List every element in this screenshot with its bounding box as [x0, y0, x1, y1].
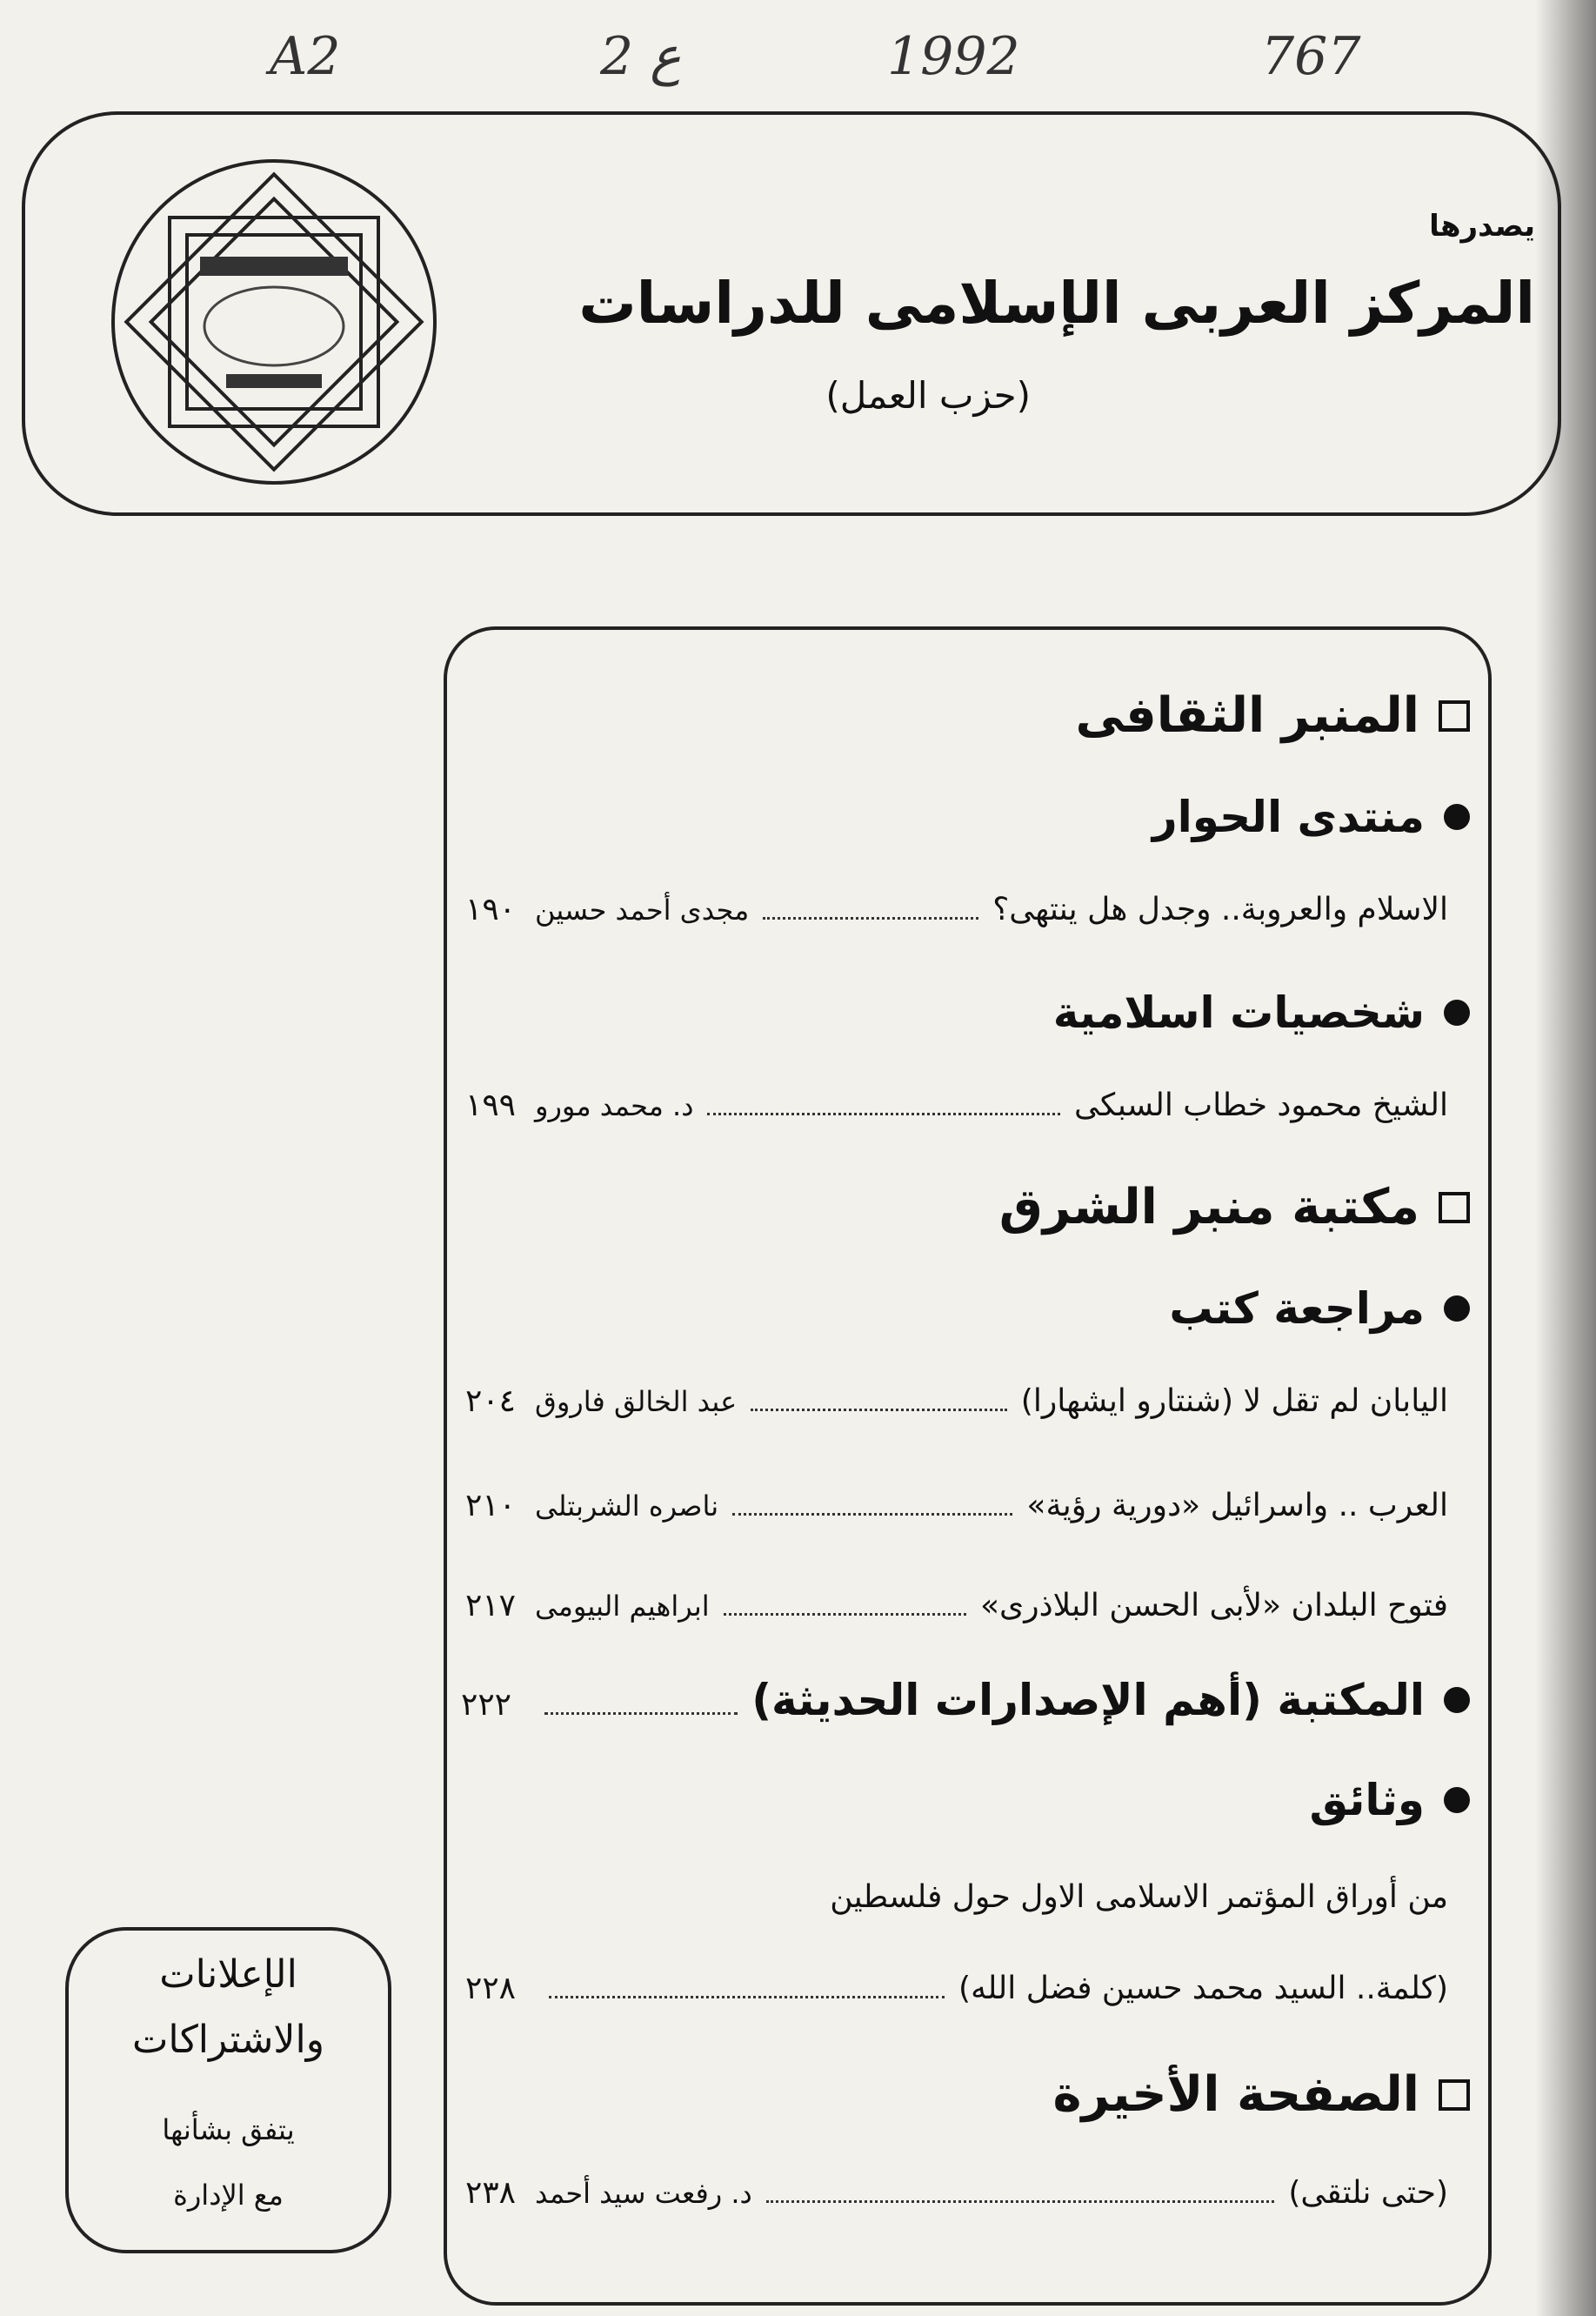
- toc-subsection: [1152, 792, 1470, 842]
- bullet-icon: [1444, 804, 1470, 830]
- entry-page: ١٩٠: [465, 892, 517, 927]
- dot-leader: [544, 1712, 738, 1715]
- entry-title: (كلمة.. السيد محمد حسين فضل الله): [958, 1971, 1448, 2006]
- dot-leader: [707, 1113, 1060, 1115]
- entry-author: مجدى أحمد حسين: [535, 894, 750, 927]
- advertising-box: [65, 1927, 391, 2253]
- entry-author: ناصره الشربتلى: [535, 1489, 719, 1523]
- entry-page: ٢٢٨: [465, 1971, 517, 2006]
- toc-entry: [465, 1588, 1448, 1623]
- entry-page: ١٩٩: [465, 1088, 517, 1123]
- entry-author: د. رفعت سيد أحمد: [535, 2177, 752, 2210]
- toc-section: [999, 1179, 1470, 1235]
- checkbox-icon: [1439, 1192, 1470, 1223]
- toc-subsection: [1053, 987, 1470, 1038]
- subsection-label: شخصيات اسلامية: [1052, 987, 1425, 1038]
- toc-entry: [465, 1971, 1448, 2006]
- section-label: الصفحة الأخيرة: [1052, 2066, 1419, 2123]
- table-of-contents-box: [444, 626, 1492, 2306]
- entry-page: ٢١٠: [465, 1488, 517, 1523]
- handwritten-note: 767: [1261, 26, 1361, 87]
- party-name: (حزب العمل): [825, 374, 1031, 417]
- organization-name: المركز العربى الإسلامى للدراسات: [578, 270, 1535, 337]
- toc-entry: [465, 1488, 1448, 1523]
- toc-subsection: [461, 1675, 1470, 1725]
- entry-page: ٢٣٨: [465, 2175, 517, 2211]
- handwritten-note: 2 ع: [600, 26, 682, 87]
- dot-leader: [766, 2200, 1275, 2203]
- section-label: المنبر الثقافى: [1075, 687, 1419, 744]
- bullet-icon: [1444, 1000, 1470, 1026]
- subsection-label: وثائق: [1309, 1775, 1425, 1825]
- ads-note: يتفق بشأنها: [162, 2113, 295, 2146]
- toc-subsection: [1310, 1775, 1470, 1825]
- entry-title: اليابان لم تقل لا (شنتارو ايشهارا): [1020, 1383, 1448, 1419]
- toc-entry: [465, 1088, 1448, 1123]
- entry-title: فتوح البلدان «لأبى الحسن البلاذرى»: [979, 1588, 1448, 1623]
- toc-note: من أوراق المؤتمر الاسلامى الاول حول فلسطين: [830, 1879, 1448, 1915]
- handwritten-note: A2: [270, 26, 341, 87]
- toc-entry: [465, 892, 1448, 927]
- entry-page: ٢١٧: [465, 1588, 517, 1623]
- subsection-label: منتدى الحوار: [1152, 792, 1425, 842]
- ads-line: الإعلانات: [159, 1952, 297, 1997]
- dot-leader: [763, 917, 978, 920]
- publisher-label: يصدرها: [1429, 209, 1535, 244]
- entry-page: ٢٠٤: [465, 1383, 517, 1419]
- logo-emblem-icon: [104, 152, 444, 492]
- entry-title: العرب .. واسرائيل «دورية رؤية»: [1026, 1488, 1448, 1523]
- entry-title: الشيخ محمود خطاب السبكى: [1074, 1088, 1448, 1123]
- entry-title: (حتى نلتقى): [1288, 2175, 1448, 2211]
- bullet-icon: [1444, 1687, 1470, 1713]
- dot-leader: [751, 1409, 1007, 1411]
- entry-title: الاسلام والعروبة.. وجدل هل ينتهى؟: [992, 892, 1448, 927]
- dot-leader: [732, 1513, 1012, 1516]
- ads-note: مع الإدارة: [173, 2179, 284, 2212]
- toc-section: [1075, 687, 1470, 744]
- subsection-label: مراجعة كتب: [1169, 1283, 1425, 1334]
- toc-subsection: [1169, 1283, 1470, 1334]
- dot-leader: [724, 1613, 966, 1616]
- entry-author: ابراهيم البيومى: [535, 1590, 710, 1623]
- bullet-icon: [1444, 1295, 1470, 1322]
- dot-leader: [549, 1996, 945, 1998]
- toc-entry: [465, 2175, 1448, 2211]
- entry-page: ٢٢٢: [461, 1687, 512, 1723]
- subscriptions-line: والاشتراكات: [132, 2018, 324, 2062]
- checkbox-icon: [1439, 2079, 1470, 2111]
- entry-author: د. محمد مورو: [535, 1089, 694, 1122]
- subsection-label: المكتبة (أهم الإصدارات الحديثة): [751, 1675, 1425, 1725]
- section-label: مكتبة منبر الشرق: [998, 1179, 1419, 1235]
- toc-section: [1052, 2066, 1470, 2123]
- checkbox-icon: [1439, 700, 1470, 732]
- bullet-icon: [1444, 1787, 1470, 1813]
- handwritten-note: 1992: [887, 26, 1020, 87]
- entry-author: عبد الخالق فاروق: [535, 1385, 738, 1418]
- toc-entry: [465, 1383, 1448, 1419]
